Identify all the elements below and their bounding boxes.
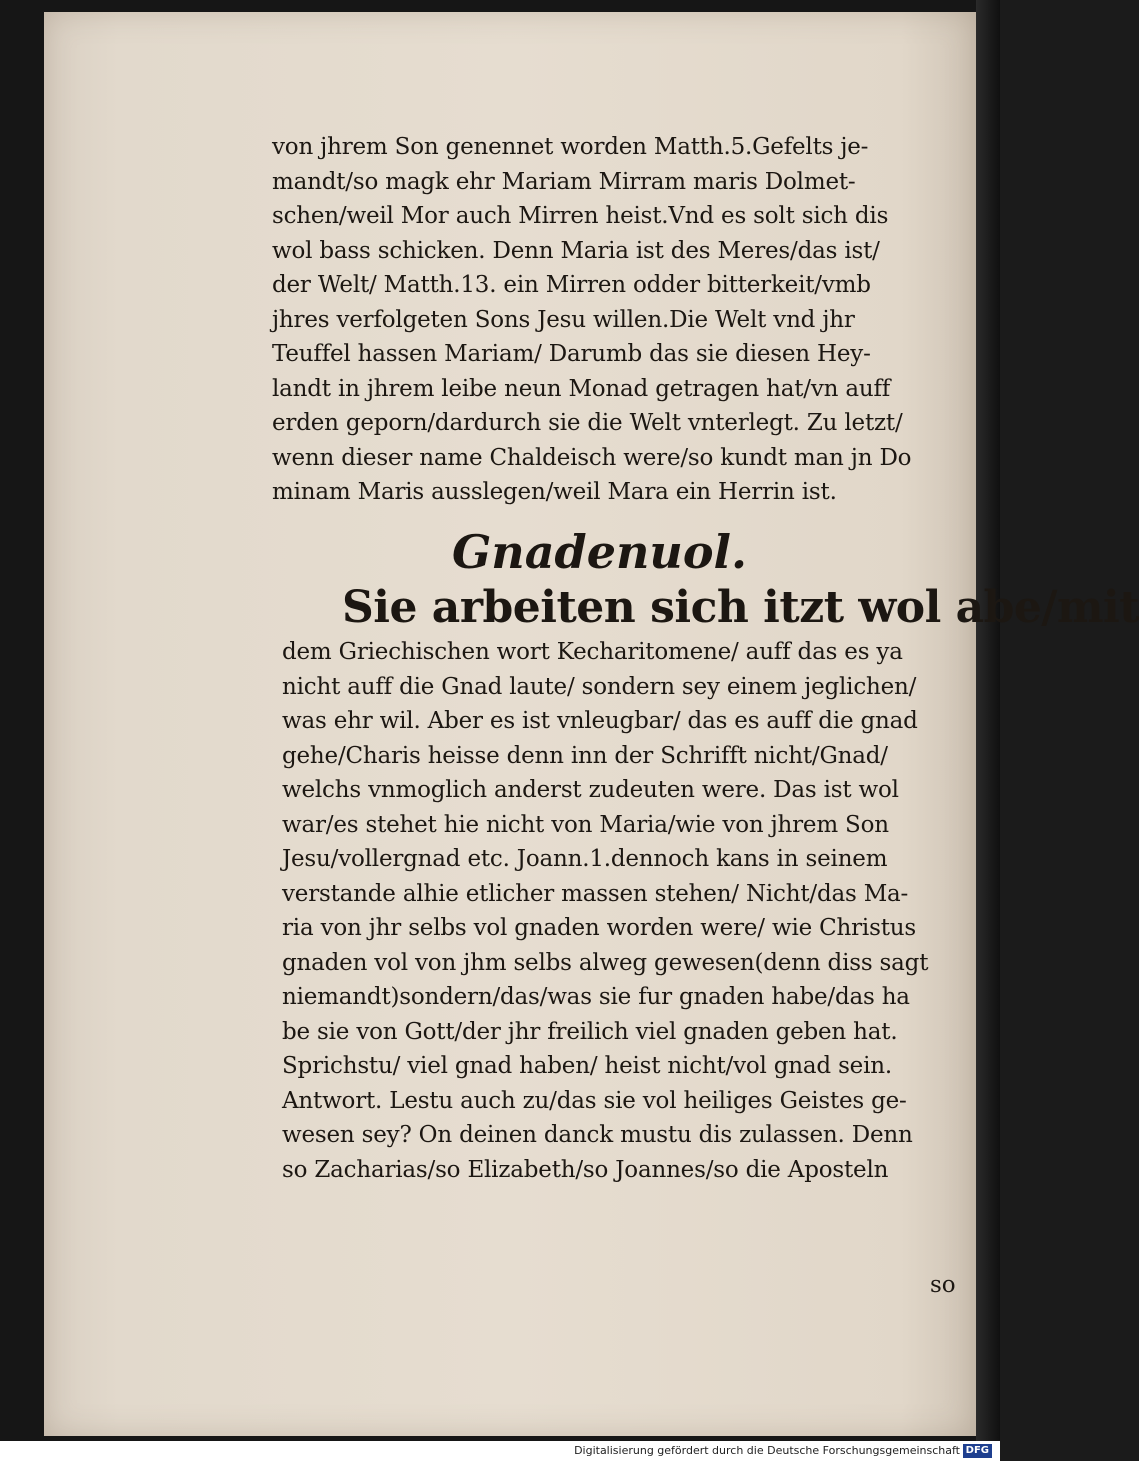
paragraph-2 <box>282 635 928 1187</box>
text-line: Sprichstu/ viel gnad haben/ heist nicht/vol gnad sein. <box>282 1053 892 1079</box>
text-line: landt in jhrem leibe neun Monad getragen hat/vn auff <box>272 375 891 402</box>
text-line: schen/weil Mor auch Mirren heist.Vnd es solt sich dis <box>272 203 889 229</box>
digitization-footer <box>0 1441 1000 1461</box>
text-line: war/es stehet hie nicht von Maria/wie von jhrem Son <box>282 811 889 838</box>
text-line: verstande alhie etlicher massen stehen/ Nicht/das Ma- <box>282 880 909 907</box>
text-line: Teuffel hassen Mariam/ Darumb das sie diesen Hey- <box>272 341 871 367</box>
text-line: wol bass schicken. Denn Maria ist des Meres/das ist/ <box>272 237 880 264</box>
text-line: erden geporn/dardurch sie die Welt vnterlegt. Zu letzt/ <box>272 410 903 436</box>
text-line: wesen sey? On deinen danck mustu dis zulassen. Denn <box>282 1122 913 1148</box>
text-line: der Welt/ Matth.13. ein Mirren odder bitterkeit/vmb <box>272 272 871 298</box>
text-line: minam Maris ausslegen/weil Mara ein Herrin ist. <box>272 479 837 505</box>
text-line: Jesu/vollergnad etc. Joann.1.dennoch kans in seinem <box>282 846 888 872</box>
funding-note: Digitalisierung gefördert durch die Deutsche Forschungsgemeinschaft <box>574 1444 960 1457</box>
text-line: be sie von Gott/der jhr freilich viel gnaden geben hat. <box>282 1018 898 1045</box>
catchword: so <box>930 1272 956 1298</box>
page-binding-edge <box>976 0 1000 1441</box>
text-line: gnaden vol von jhm selbs alweg gewesen(denn diss sagt <box>282 949 929 976</box>
text-line: gehe/Charis heisse denn inn der Schrifft nicht/Gnad/ <box>282 742 888 769</box>
text-line: welchs vnmoglich anderst zudeuten were. Das ist wol <box>282 777 899 803</box>
text-line: Antwort. Lestu auch zu/das sie vol heiliges Geistes ge- <box>282 1087 907 1114</box>
paragraph-1 <box>272 130 911 510</box>
text-line: mandt/so magk ehr Mariam Mirram maris Dolmet- <box>272 168 856 195</box>
lead-line: Sie arbeiten sich itzt wol abe/mit <box>342 582 1139 633</box>
text-line: was ehr wil. Aber es ist vnleugbar/ das es auff die gnad <box>282 708 918 734</box>
section-heading: Gnadenuol. <box>452 525 748 579</box>
text-line: jhres verfolgeten Sons Jesu willen.Die Welt vnd jhr <box>272 306 855 333</box>
text-line: so Zacharias/so Elizabeth/so Joannes/so die Aposteln <box>282 1156 889 1183</box>
text-line: niemandt)sondern/das/was sie fur gnaden habe/das ha <box>282 984 910 1010</box>
text-line: nicht auff die Gnad laute/ sondern sey einem jeglichen/ <box>282 673 917 700</box>
text-line: von jhrem Son genennet worden Matth.5.Gefelts je- <box>272 134 869 160</box>
dfg-logo-icon: DFG <box>963 1444 992 1458</box>
text-line: dem Griechischen wort Kecharitomene/ auff das es ya <box>282 639 903 665</box>
text-line: ria von jhr selbs vol gnaden worden were/ wie Christus <box>282 915 916 941</box>
text-line: wenn dieser name Chaldeisch were/so kundt man jn Do <box>272 444 912 471</box>
